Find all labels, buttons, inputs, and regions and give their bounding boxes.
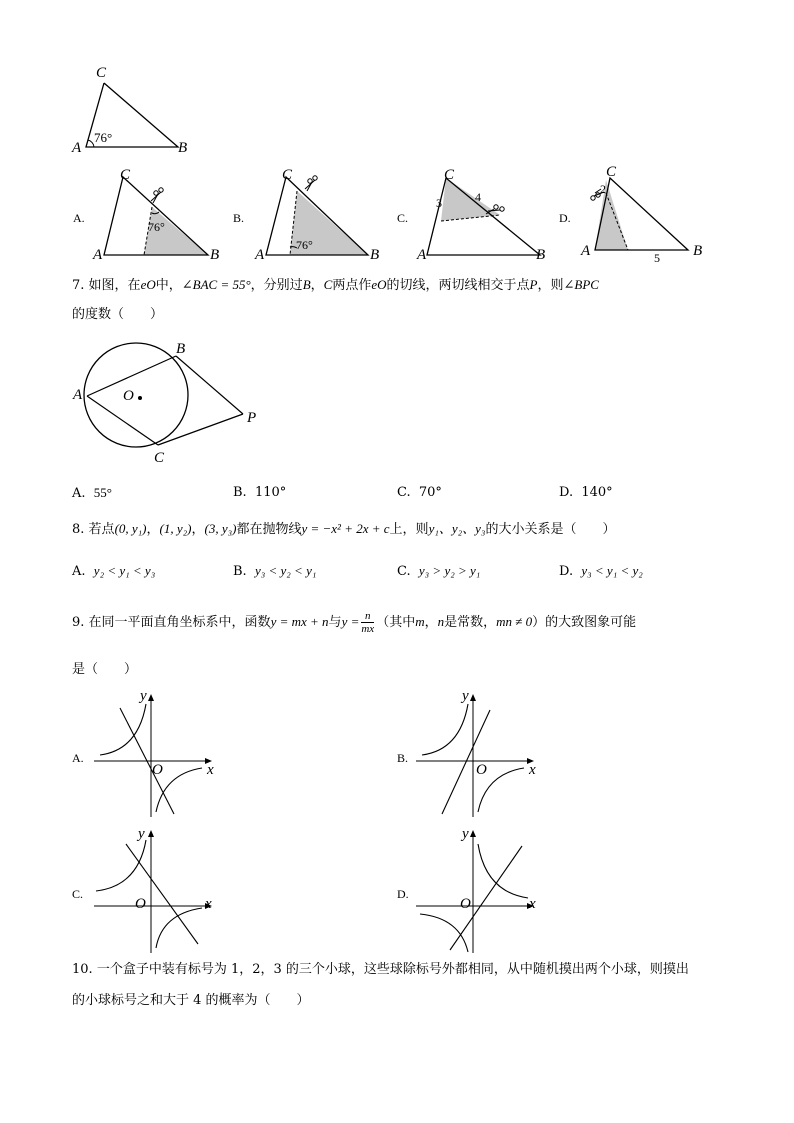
q9-graph-d-letter: D. (397, 887, 409, 901)
c-side-4: 4 (475, 190, 481, 204)
option-a-figure (92, 165, 222, 265)
q10-stem-line1: 10. 一个盒子中装有标号为 1，2，3 的三个小球，这些球除标号外都相同，从中随机摸出两个小球，则摸出 (72, 962, 689, 977)
q7-label-a: A (73, 387, 83, 403)
d-label-c: C (606, 164, 617, 180)
a-label-c: C (120, 167, 131, 183)
q9d-origin: O (460, 896, 471, 912)
q8-option-c[interactable]: C. y₃ > y₂ > y₁ (397, 563, 481, 579)
option-c-figure (414, 165, 544, 265)
vertex-label-c: C (96, 65, 107, 81)
q9c-origin: O (135, 896, 146, 912)
q9a-y-label: y (140, 688, 147, 704)
angle-label: 76° (94, 130, 113, 145)
q9-graph-c[interactable] (92, 828, 222, 953)
q9a-origin: O (152, 762, 163, 778)
c-side-3: 3 (436, 196, 442, 210)
q9-graph-a-letter: A. (72, 751, 84, 765)
q7-label-o: O (123, 388, 134, 404)
option-c-letter: C. (397, 211, 409, 225)
a-angle: 76° (148, 220, 165, 234)
fraction-n-over-mx: $\frac{n}{mx}$ (361, 610, 375, 635)
q9d-x-label: x (529, 896, 536, 912)
q9-graph-a[interactable] (92, 692, 222, 817)
d-side-2: 2 (600, 182, 606, 196)
q7-option-b[interactable]: B. 110° (233, 485, 287, 500)
scissors-icon (305, 176, 317, 191)
q9-graph-c-letter: C. (72, 887, 84, 901)
q10-stem-line2: 的小球标号之和大于 4 的概率为（ ） (72, 993, 310, 1008)
q9-graph-b[interactable] (414, 692, 544, 817)
q9b-y-label: y (462, 688, 469, 704)
d-side-5: 5 (654, 251, 660, 265)
q7-label-p: P (247, 410, 257, 426)
vertex-label-b: B (178, 140, 188, 156)
q8-option-a[interactable]: A. y₂ < y₁ < y₃ (72, 563, 156, 579)
q9-graph-d[interactable] (414, 828, 544, 953)
option-d-figure (578, 165, 708, 265)
b-label-b: B (370, 247, 380, 263)
option-b-figure (254, 165, 384, 265)
c-label-a: A (417, 247, 427, 263)
q7-stem-line2: 的度数（ ） (72, 307, 164, 322)
d-label-b: B (693, 243, 703, 259)
q8-stem: 8. 若点(0, y₁)，(1, y₂)，(3, y₃)都在抛物线y = −x² + 2x + c上，则y₁、y₂、y₃的大小关系是（ ） (72, 521, 616, 537)
q9c-y-label: y (138, 826, 145, 842)
option-b-letter: B. (233, 211, 245, 225)
b-label-c: C (282, 167, 293, 183)
q7-option-d[interactable]: D. 140° (559, 485, 613, 500)
option-d-letter: D. (559, 211, 571, 225)
q9d-y-label: y (462, 826, 469, 842)
c-label-c: C (444, 167, 455, 183)
q9b-origin: O (476, 762, 487, 778)
q7-label-b: B (176, 341, 186, 357)
q9-stem-line1: 9. 在同一平面直角坐标系中，函数y = mx + n与y = $\frac{n}{mx}$ （其中m，n是常数，mn ≠ 0）的大致图象可能 (72, 610, 637, 635)
q7-option-a[interactable]: A. 55° (72, 485, 112, 501)
a-label-a: A (93, 247, 103, 263)
option-a-letter: A. (73, 211, 85, 225)
q7-circle-figure (70, 338, 270, 468)
q7-label-c: C (154, 450, 165, 466)
b-angle: 76° (296, 238, 313, 252)
scissors-icon (151, 188, 163, 203)
d-label-a: A (581, 243, 591, 259)
a-label-b: B (210, 247, 220, 263)
reference-triangle-figure (70, 62, 200, 152)
q9c-x-label: x (205, 896, 212, 912)
vertex-label-a: A (72, 140, 82, 156)
q9-graph-b-letter: B. (397, 751, 409, 765)
b-label-a: A (255, 247, 265, 263)
q9-stem-line2: 是（ ） (72, 662, 138, 677)
q9a-x-label: x (207, 762, 214, 778)
q8-option-b[interactable]: B. y₃ < y₂ < y₁ (233, 563, 317, 579)
q7-stem-line1: 7. 如图，在eO中，∠BAC = 55°，分别过B，C两点作eO的切线，两切线相交于点P，则∠BPC (72, 277, 599, 293)
q9b-x-label: x (529, 762, 536, 778)
q8-option-d[interactable]: D. y₃ < y₁ < y₂ (559, 563, 643, 579)
q7-option-c[interactable]: C. 70° (397, 485, 442, 500)
c-label-b: B (536, 247, 546, 263)
